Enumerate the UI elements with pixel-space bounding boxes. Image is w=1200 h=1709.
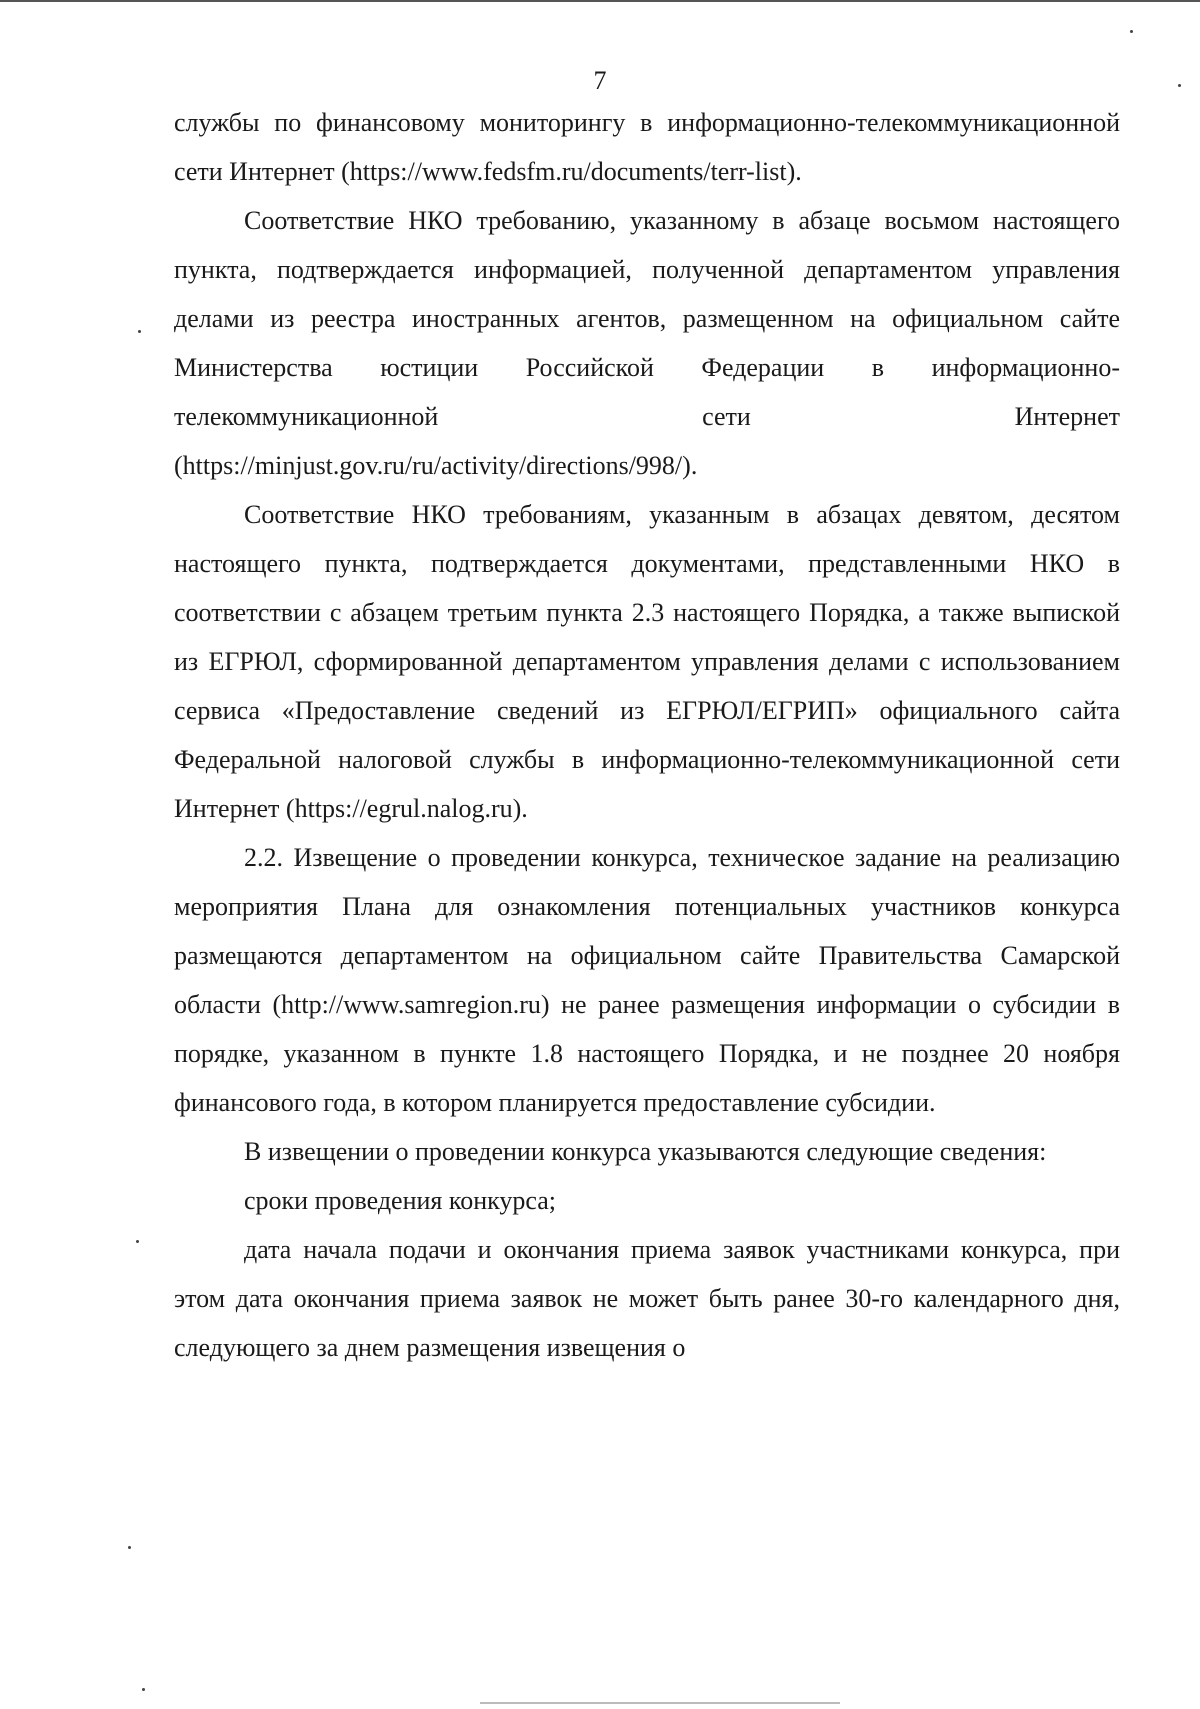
scan-bottom-edge bbox=[480, 1702, 840, 1704]
scan-top-edge bbox=[0, 0, 1200, 2]
scan-speck bbox=[136, 1240, 139, 1243]
paragraph-notice-info: В извещении о проведении конкурса указываются следующие сведения: bbox=[244, 1137, 1047, 1166]
scan-speck bbox=[1130, 30, 1133, 33]
paragraph-egrul: Соответствие НКО требованиям, указанным в абзацах девятом, десятом настоящего пункта, подтверждается документами, представленными НКО в соответствии с абзацем третьим пункта 2.3 настоящего Порядка, а также выпиской из ЕГРЮЛ, сформированной департаментом управления делами с использованием сервиса «Предоставление сведений из ЕГРЮЛ/ЕГРИП» официального сайта Федеральной налоговой службы в информационно-телекоммуникационной сети Интернет (https://egrul.nalog.ru). bbox=[174, 500, 1120, 823]
page-number: 7 bbox=[593, 66, 607, 95]
scan-speck bbox=[138, 330, 141, 333]
list-item-dates: сроки проведения конкурса; bbox=[244, 1186, 556, 1215]
scan-speck bbox=[142, 1688, 145, 1691]
paragraph-continuation: службы по финансовому мониторингу в информационно-телекоммуникационной сети Интернет (https://www.fedsfm.ru/documents/terr-list). bbox=[174, 108, 1120, 186]
scan-speck bbox=[1178, 84, 1181, 87]
paragraph-minjust: Соответствие НКО требованию, указанному в абзаце восьмом настоящего пункта, подтверждается информацией, полученной департаментом управления делами из реестра иностранных агентов, размещенном на официальном сайте Министерства юстиции Российской Федерации в информационно-телекоммуникационной сети Интернет (https://minjust.gov.ru/ru/activity/directions/998/). bbox=[174, 206, 1120, 480]
document-body bbox=[174, 98, 1120, 1372]
paragraph-2-2: 2.2. Извещение о проведении конкурса, техническое задание на реализацию мероприятия Плана для ознакомления потенциальных участников конкурса размещаются департаментом на официальном сайте Правительства Самарской области (http://www.samregion.ru) не ранее размещения информации о субсидии в порядке, указанном в пункте 1.8 настоящего Порядка, и не позднее 20 ноября финансового года, в котором планируется предоставление субсидии. bbox=[174, 843, 1120, 1117]
list-item-application-dates: дата начала подачи и окончания приема заявок участниками конкурса, при этом дата окончания приема заявок не может быть ранее 30-го календарного дня, следующего за днем размещения извещения о bbox=[174, 1235, 1120, 1362]
scan-speck bbox=[128, 1546, 131, 1549]
